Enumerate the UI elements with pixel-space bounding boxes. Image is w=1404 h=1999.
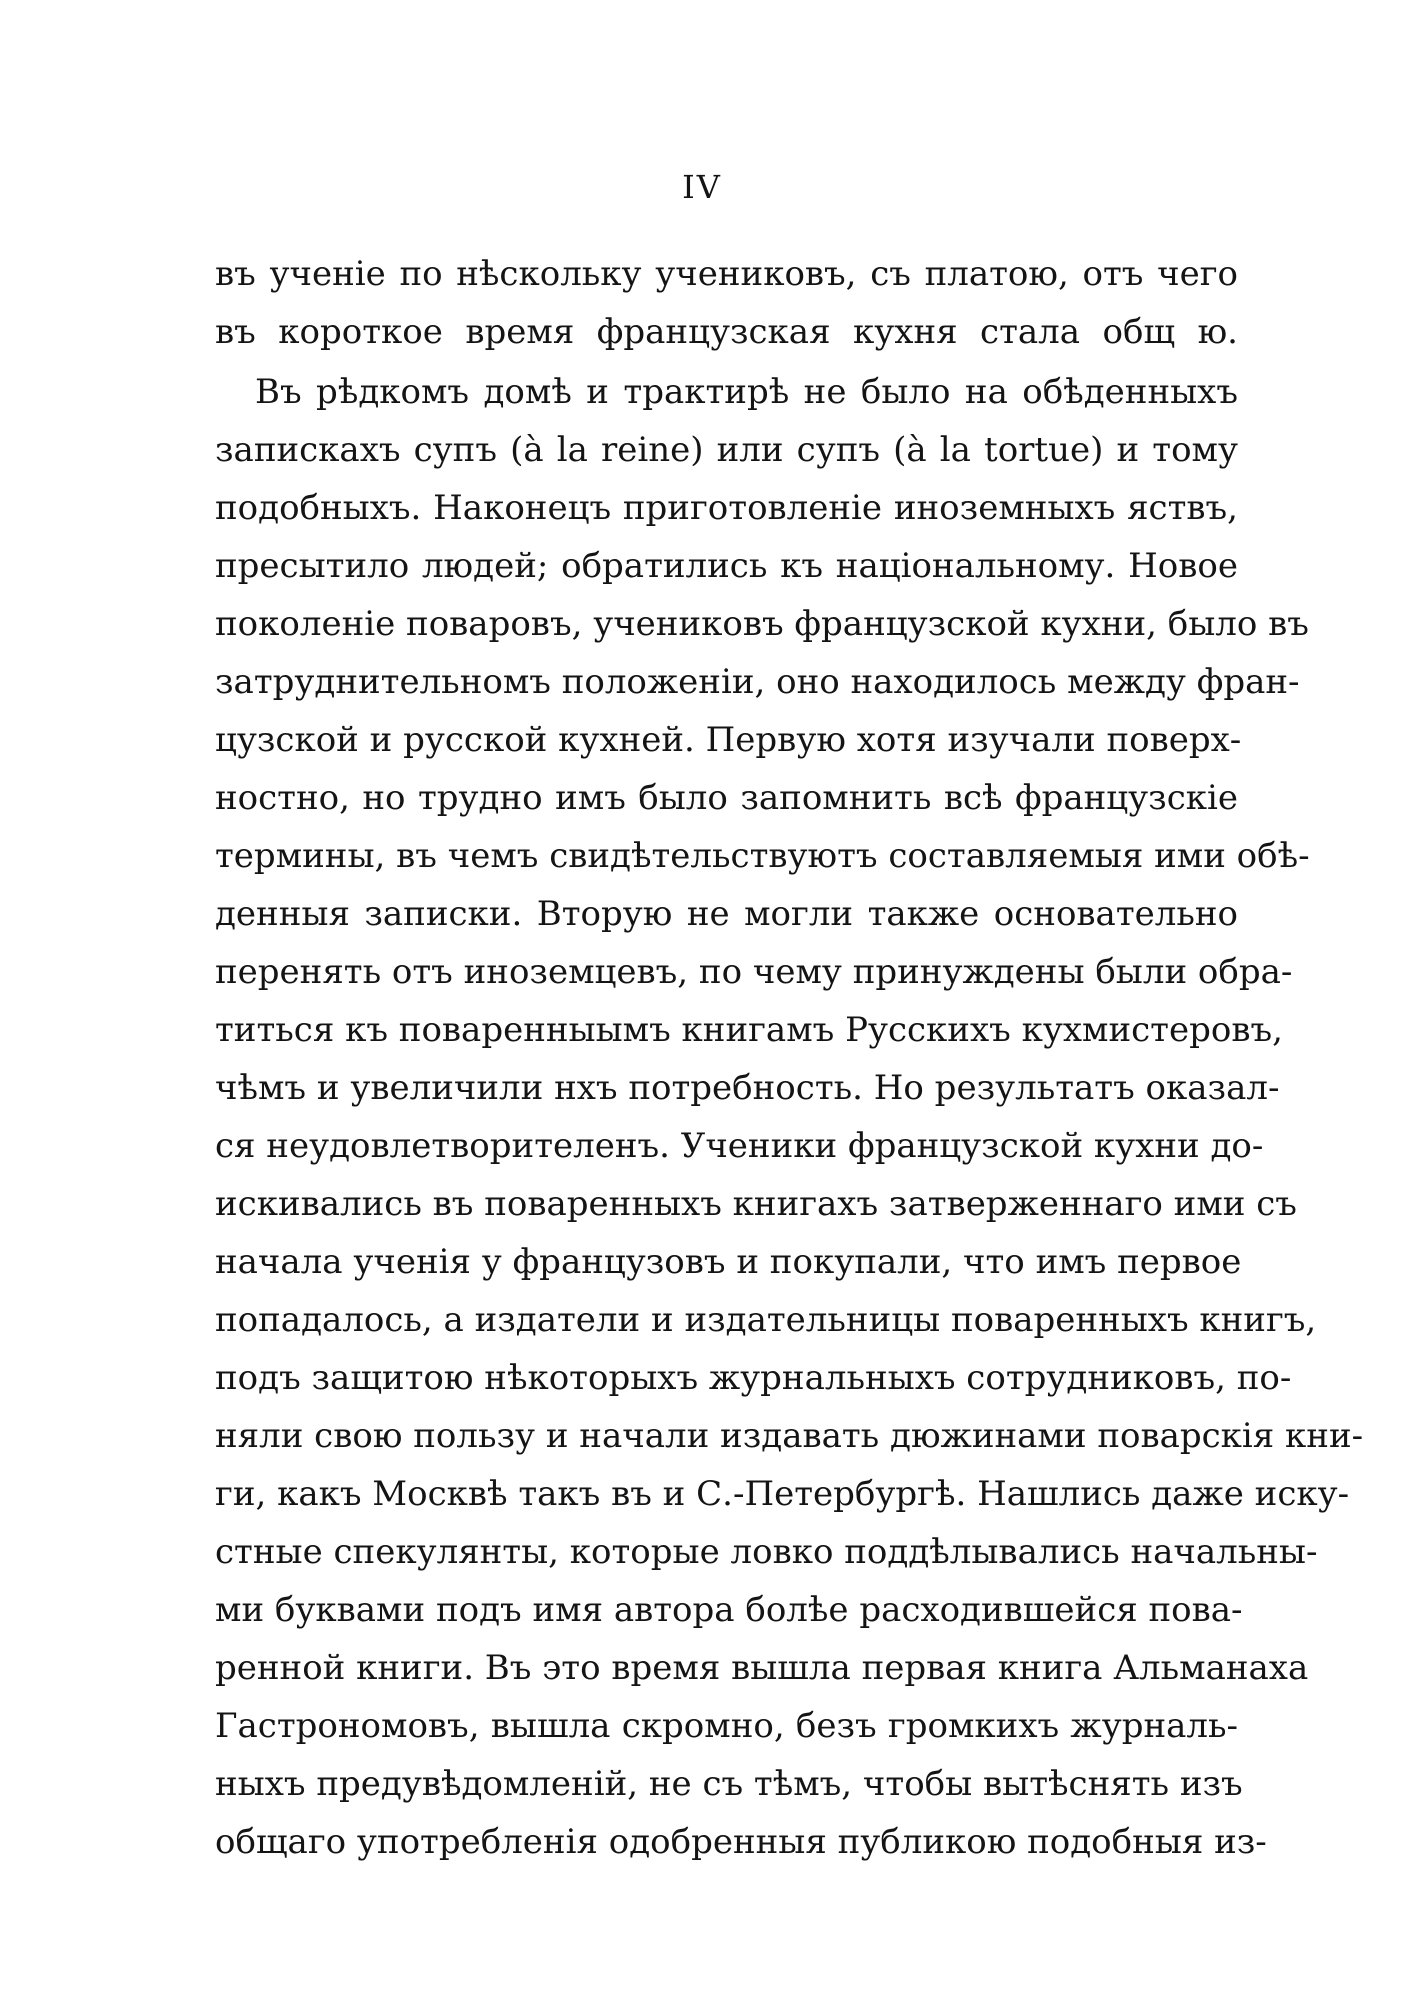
paragraph-1 bbox=[215, 245, 1238, 361]
text-line: подобныхъ. Наконецъ приготовленіе иноземныхъ яствъ, bbox=[215, 488, 1238, 528]
text-line: пресытило людей; обратились къ національному. Новое bbox=[215, 546, 1238, 586]
text-line: перенять отъ иноземцевъ, по чему принуждены были обра- bbox=[215, 952, 1293, 992]
text-line: чѣмъ и увеличили нхъ потребность. Но результатъ оказал- bbox=[215, 1068, 1280, 1108]
text-line: запискахъ супъ (à la reine) или супъ (à la tortue) и тому bbox=[215, 430, 1238, 470]
text-line: искивались въ поваренныхъ книгахъ затверженнаго ими съ bbox=[215, 1184, 1297, 1224]
body-text bbox=[215, 245, 1364, 1871]
text-line: цузской и русской кухней. Первую хотя изучали поверх- bbox=[215, 720, 1242, 760]
text-line: попадалось, а издатели и издательницы поваренныхъ книгъ, bbox=[215, 1300, 1317, 1340]
text-line: Въ рѣдкомъ домѣ и трактирѣ не было на обѣденныхъ bbox=[255, 372, 1238, 412]
paragraph-2 bbox=[215, 363, 1364, 1871]
text-line: подъ защитою нѣкоторыхъ журнальныхъ сотрудниковъ, по- bbox=[215, 1358, 1292, 1398]
text-line: стные спекулянты, которые ловко поддѣлывались начальны- bbox=[215, 1532, 1318, 1572]
text-line: въ ученіе по нѣскольку учениковъ, съ платою, отъ чего bbox=[215, 254, 1238, 294]
text-line: ги, какъ Москвѣ такъ въ и С.-Петербургѣ. Нашлись даже иску- bbox=[215, 1474, 1350, 1514]
text-line: затруднительномъ положеніи, оно находилось между фран- bbox=[215, 662, 1300, 702]
text-line: термины, въ чемъ свидѣтельствуютъ составляемыя ими обѣ- bbox=[215, 836, 1310, 876]
text-line: въ короткое время французская кухня стала общ ю. bbox=[215, 312, 1238, 352]
text-line: няли свою пользу и начали издавать дюжинами поварскія кни- bbox=[215, 1416, 1364, 1456]
text-line: ся неудовлетворителенъ. Ученики французской кухни до- bbox=[215, 1126, 1264, 1166]
text-line: титься къ поваренныымъ книгамъ Русскихъ кухмистеровъ, bbox=[215, 1010, 1283, 1050]
page-number: IV bbox=[682, 168, 722, 206]
text-line: денныя записки. Вторую не могли также основательно bbox=[215, 894, 1238, 934]
text-line: Гастрономовъ, вышла скромно, безъ громкихъ журналь- bbox=[215, 1706, 1238, 1746]
text-line: начала ученія у французовъ и покупали, что имъ первое bbox=[215, 1242, 1242, 1282]
text-line: ми буквами подъ имя автора болѣе расходившейся пова- bbox=[215, 1590, 1243, 1630]
text-line: ренной книги. Въ это время вышла первая книга Альманаха bbox=[215, 1648, 1309, 1688]
text-line: ностно, но трудно имъ было запомнить всѣ французскіе bbox=[215, 778, 1238, 818]
text-line: общаго употребленія одобренныя публикою подобныя из- bbox=[215, 1822, 1267, 1862]
text-line: поколеніе поваровъ, учениковъ французской кухни, было въ bbox=[215, 604, 1309, 644]
text-line: ныхъ предувѣдомленій, не съ тѣмъ, чтобы вытѣснять изъ bbox=[215, 1764, 1243, 1804]
